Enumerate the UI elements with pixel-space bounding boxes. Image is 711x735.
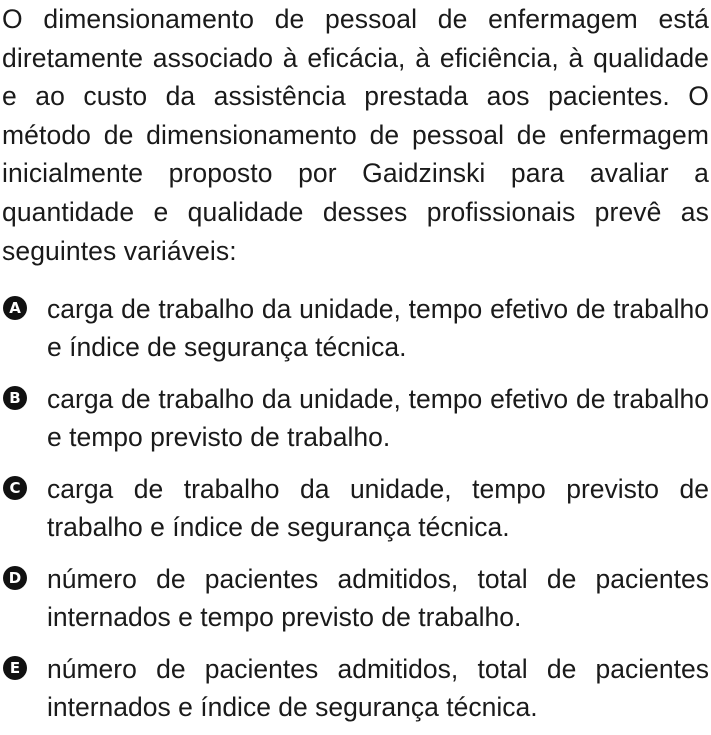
answer-options-list [2,290,709,726]
answer-option-d[interactable] [2,560,709,636]
option-b-text: carga de trabalho da unidade, tempo efetivo de trabalho e tempo previsto de trabalho. [47,384,709,453]
answer-option-a[interactable] [2,290,709,366]
option-c-letter-icon[interactable]: C [3,476,27,500]
answer-option-b[interactable] [2,380,709,456]
question-stem: O dimensionamento de pessoal de enfermagem está diretamente associado à eficácia, à eficiência, à qualidade e ao custo da assistência prestada aos pacientes. O método de dimensionamento de pessoal de enfermagem inicialmente proposto por Gaidzinski para avaliar a quantidade e qualidade desses profissionais prevê as seguintes variáveis: [2,4,709,266]
answer-option-c[interactable] [2,470,709,546]
option-b-letter-icon[interactable]: B [3,386,27,410]
option-c-text: carga de trabalho da unidade, tempo previsto de trabalho e índice de segurança técnica. [47,474,709,543]
option-d-letter-icon[interactable]: D [3,566,27,590]
option-a-text: carga de trabalho da unidade, tempo efetivo de trabalho e índice de segurança técnica. [47,294,709,363]
option-d-text: número de pacientes admitidos, total de pacientes internados e tempo previsto de trabalho. [47,564,709,633]
option-e-letter-icon[interactable]: E [3,656,27,680]
option-e-text: número de pacientes admitidos, total de pacientes internados e índice de segurança técnica. [47,654,709,723]
answer-option-e[interactable] [2,650,709,726]
option-a-letter-icon[interactable]: A [3,296,27,320]
